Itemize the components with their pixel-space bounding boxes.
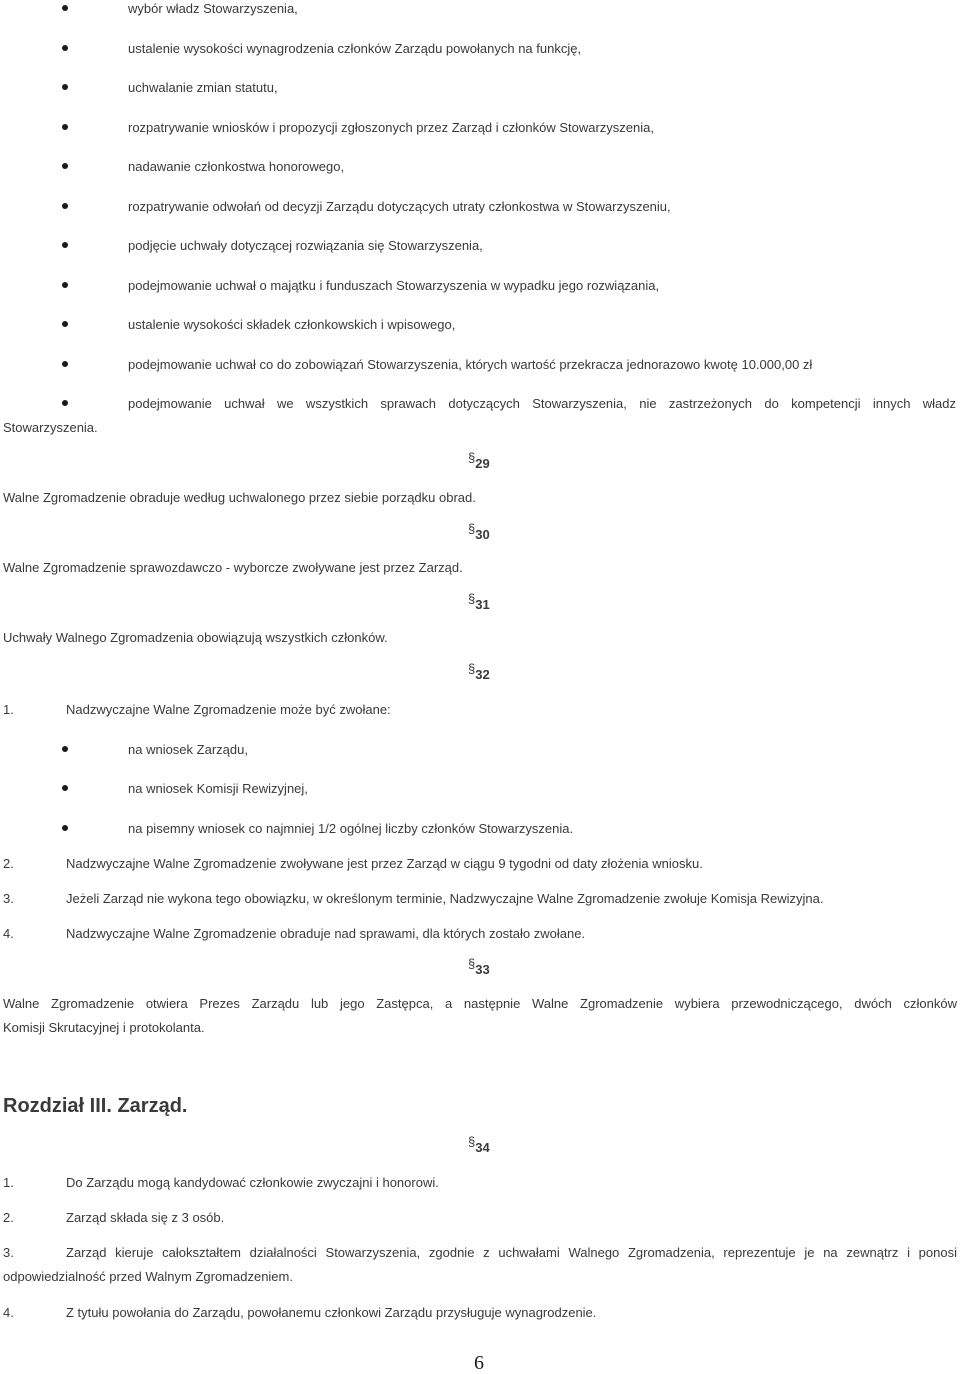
paragraph-line: Zarząd kieruje całokształtem działalności Stowarzyszenia, zgodnie z uchwałami Walnego Zgromadzenia, reprezentuje je na zewnątrz i ponosi xyxy=(66,1245,957,1260)
bullet-icon xyxy=(62,400,68,406)
bullet-icon xyxy=(62,321,68,327)
paragraph: Uchwały Walnego Zgromadzenia obowiązują wszystkich członków. xyxy=(3,630,388,645)
bullet-icon xyxy=(62,124,68,130)
list-item-continuation: Stowarzyszenia. xyxy=(3,420,98,435)
bullet-icon xyxy=(62,282,68,288)
list-item xyxy=(128,396,956,412)
list-item: na wniosek Komisji Rewizyjnej, xyxy=(128,781,308,796)
section-number: §32 xyxy=(468,661,490,682)
bullet-icon xyxy=(62,785,68,791)
paragraph-line: Walne Zgromadzenie otwiera Prezes Zarządu lub jego Zastępca, a następnie Walne Zgromadzenie wybiera przewodniczącego, dwóch członków xyxy=(3,996,957,1011)
list-item: na wniosek Zarządu, xyxy=(128,742,248,757)
list-item: uchwalanie zmian statutu, xyxy=(128,80,278,95)
paragraph: Nadzwyczajne Walne Zgromadzenie może być zwołane: xyxy=(66,702,391,717)
bullet-icon xyxy=(62,361,68,367)
paragraph: Jeżeli Zarząd nie wykona tego obowiązku, w określonym terminie, Nadzwyczajne Walne Zgromadzenie zwołuje Komisja Rewizyjna. xyxy=(66,891,824,906)
bullet-icon xyxy=(62,84,68,90)
list-item: ustalenie wysokości składek członkowskich i wpisowego, xyxy=(128,317,456,332)
item-number: 4. xyxy=(3,926,14,941)
list-item: podejmowanie uchwał co do zobowiązań Stowarzyszenia, których wartość przekracza jednorazowo kwotę 10.000,00 zł xyxy=(128,357,813,372)
item-number: 1. xyxy=(3,1175,14,1190)
bullet-icon xyxy=(62,203,68,209)
paragraph-line: Komisji Skrutacyjnej i protokolanta. xyxy=(3,1020,205,1035)
paragraph: Nadzwyczajne Walne Zgromadzenie zwoływane jest przez Zarząd w ciągu 9 tygodni od daty złożenia wniosku. xyxy=(66,856,703,871)
paragraph xyxy=(66,1245,957,1261)
paragraph: Walne Zgromadzenie obraduje według uchwalonego przez siebie porządku obrad. xyxy=(3,490,476,505)
list-item: rozpatrywanie odwołań od decyzji Zarządu dotyczących utraty członkostwa w Stowarzyszeniu, xyxy=(128,199,671,214)
section-number: §29 xyxy=(468,450,490,471)
item-number: 3. xyxy=(3,891,14,906)
paragraph: Z tytułu powołania do Zarządu, powołanemu członkowi Zarządu przysługuje wynagrodzenie. xyxy=(66,1305,597,1320)
item-number: 4. xyxy=(3,1305,14,1320)
list-item-text: podejmowanie uchwał we wszystkich sprawach dotyczących Stowarzyszenia, nie zastrzeżonych do kompetencji innych władz xyxy=(128,396,956,411)
section-number: §34 xyxy=(468,1134,490,1155)
bullet-icon xyxy=(62,242,68,248)
section-number: §33 xyxy=(468,956,490,977)
bullet-icon xyxy=(62,825,68,831)
page-number: 6 xyxy=(474,1352,484,1374)
item-number: 2. xyxy=(3,1210,14,1225)
item-number: 2. xyxy=(3,856,14,871)
paragraph: Nadzwyczajne Walne Zgromadzenie obraduje nad sprawami, dla których zostało zwołane. xyxy=(66,926,586,941)
list-item: podejmowanie uchwał o majątku i funduszach Stowarzyszenia w wypadku jego rozwiązania, xyxy=(128,278,660,293)
paragraph: Walne Zgromadzenie sprawozdawczo - wyborcze zwoływane jest przez Zarząd. xyxy=(3,560,463,575)
bullet-icon xyxy=(62,163,68,169)
list-item: podjęcie uchwały dotyczącej rozwiązania się Stowarzyszenia, xyxy=(128,238,483,253)
paragraph: Zarząd składa się z 3 osób. xyxy=(66,1210,225,1225)
section-number: §30 xyxy=(468,521,490,542)
list-item: na pisemny wniosek co najmniej 1/2 ogólnej liczby członków Stowarzyszenia. xyxy=(128,821,574,836)
paragraph: Do Zarządu mogą kandydować członkowie zwyczajni i honorowi. xyxy=(66,1175,439,1190)
bullet-icon xyxy=(62,45,68,51)
item-number: 1. xyxy=(3,702,14,717)
list-item: rozpatrywanie wniosków i propozycji zgłoszonych przez Zarząd i członków Stowarzyszenia, xyxy=(128,120,654,135)
list-item: wybór władz Stowarzyszenia, xyxy=(128,1,298,16)
chapter-heading: Rozdział III. Zarząd. xyxy=(3,1095,188,1117)
list-item: ustalenie wysokości wynagrodzenia członków Zarządu powołanych na funkcję, xyxy=(128,41,582,56)
bullet-icon xyxy=(62,746,68,752)
list-item: nadawanie członkostwa honorowego, xyxy=(128,159,345,174)
bullet-icon xyxy=(62,5,68,11)
item-number: 3. xyxy=(3,1245,14,1260)
section-number: §31 xyxy=(468,591,490,612)
paragraph-line: odpowiedzialność przed Walnym Zgromadzeniem. xyxy=(3,1269,293,1284)
paragraph xyxy=(3,996,957,1012)
